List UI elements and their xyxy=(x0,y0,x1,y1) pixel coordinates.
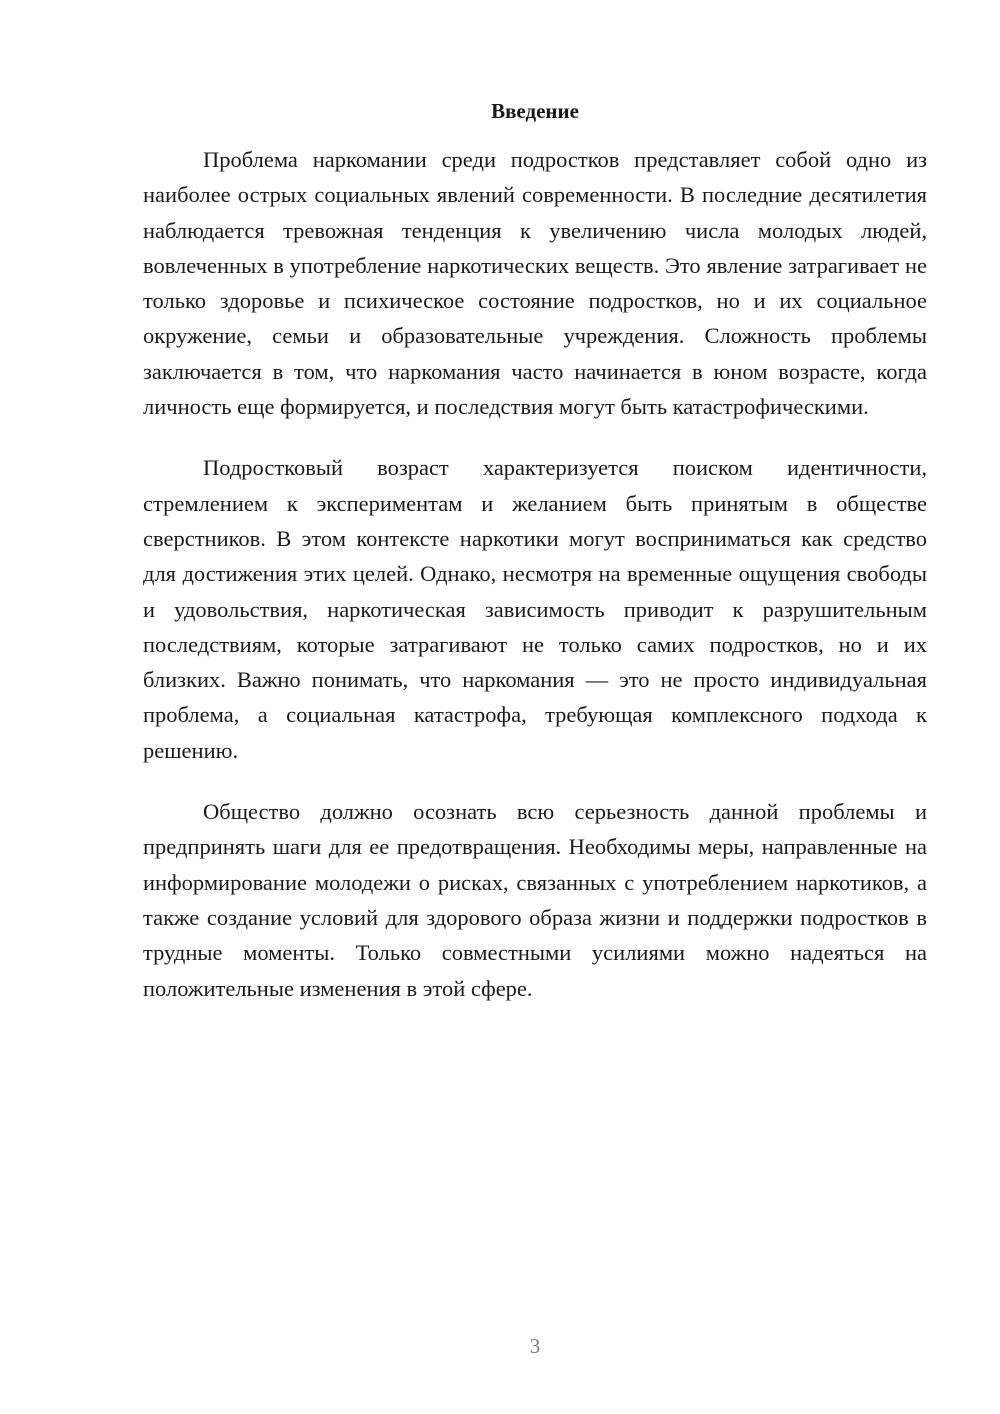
paragraph: Общество должно осознать всю серьезность данной проблемы и предпринять шаги для ее предотвращения. Необходимы меры, направленные на информирование молодежи о рисках, связанных с употреблением наркотиков, а также создание условий для здорового образа жизни и поддержки подростков в трудные моменты. Только совместными усилиями можно надеяться на положительные изменения в этой сфере. xyxy=(143,799,927,1001)
paragraph: Подростковый возраст характеризуется поиском идентичности, стремлением к экспериментам и желанием быть принятым в обществе сверстников. В этом контексте наркотики могут восприниматься как средство для достижения этих целей. Однако, несмотря на временные ощущения свободы и удовольствия, наркотическая зависимость приводит к разрушительным последствиям, которые затрагивают не только самих подростков, но и их близких. Важно понимать, что наркомания — это не просто индивидуальная проблема, а социальная катастрофа, требующая комплексного подхода к решению. xyxy=(143,455,927,763)
section-heading: Введение xyxy=(491,99,579,123)
page-number: 3 xyxy=(529,1334,541,1358)
paragraph: Проблема наркомании среди подростков представляет собой одно из наиболее острых социальных явлений современности. В последние десятилетия наблюдается тревожная тенденция к увеличению числа молодых людей, вовлеченных в употребление наркотических веществ. Это явление затрагивает не только здоровье и психическое состояние подростков, но и их социальное окружение, семьи и образовательные учреждения. Сложность проблемы заключается в том, что наркомания часто начинается в юном возрасте, когда личность еще формируется, и последствия могут быть катастрофическими. xyxy=(143,147,927,420)
body-text xyxy=(143,142,927,1032)
